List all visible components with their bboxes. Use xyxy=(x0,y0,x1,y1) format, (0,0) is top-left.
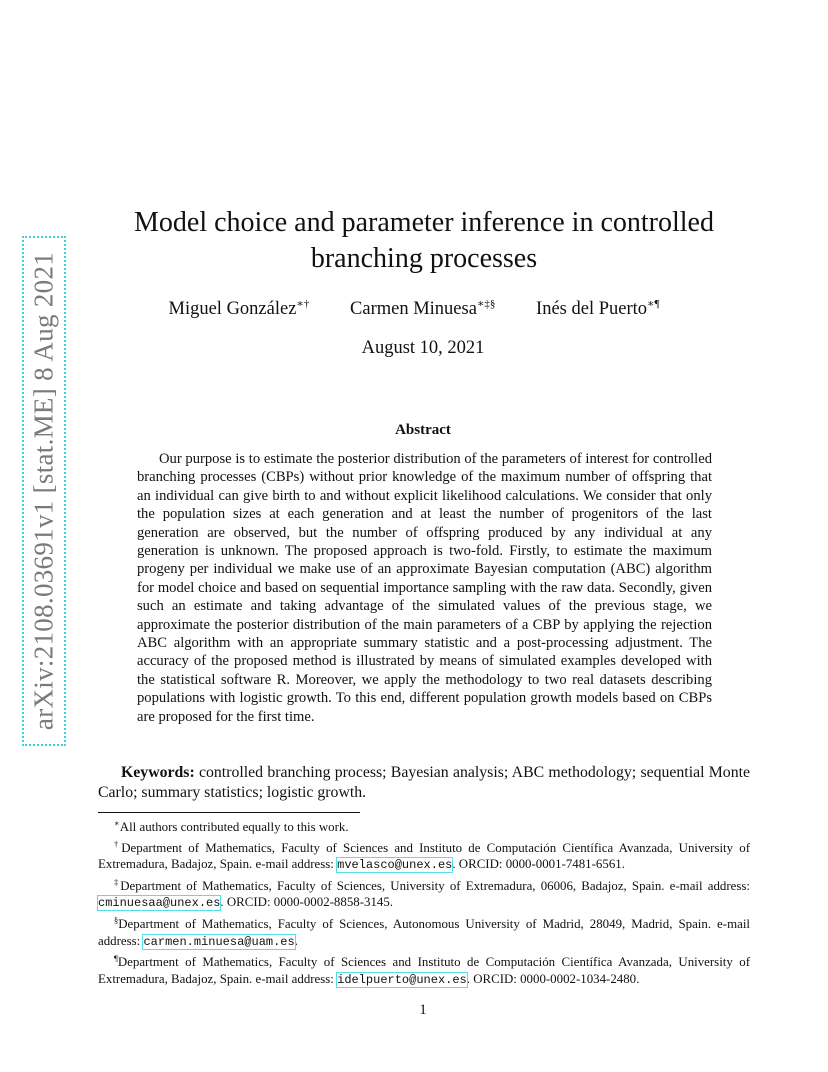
abstract-text: Our purpose is to estimate the posterior distribution of the parameters of interest for controlled branching processes (CBPs) without prior knowledge of the maximum number of offspring that an individual can give birth to and without explicit likelihood calculations. We consider that only the population sizes at each generation and at least the number of progenitors of the last generation are observed, but the number of offspring produced by any individual at any generation is unknown. The proposed approach is two-fold. Firstly, to estimate the maximum progeny per individual we make use of an approximate Bayesian computation (ABC) algorithm for model choice and based on sequential importance sampling with the raw data. Secondly, given such an estimate and taking advantage of the simulated values of the previous stage, we approximate the posterior distribution of the main parameters of a CBP by applying the rejection ABC algorithm with an appropriate summary statistic and a post-processing adjustment. The accuracy of the proposed method is illustrated by means of simulated examples developed with the statistical software R. Moreover, we apply the methodology to two real datasets describing populations with logistic growth. To this end, different population growth models based on CBPs are proposed for the first time. xyxy=(137,451,712,725)
page-number: 1 xyxy=(419,1002,427,1018)
footnote-mark: § xyxy=(114,914,119,925)
author-affiliation-marks: ∗‡§ xyxy=(476,298,496,310)
abstract-heading: Abstract xyxy=(395,422,451,438)
paper-title xyxy=(110,205,738,277)
author-name: Inés del Puerto xyxy=(536,299,648,319)
footnote-minuesa-unex xyxy=(98,874,750,912)
email-link[interactable]: cminuesaa@unex.es xyxy=(98,896,221,911)
author-del-puerto xyxy=(536,297,659,320)
footnote-orcid: . ORCID: 0000-0001-7481-6561. xyxy=(452,857,625,872)
footnote-mark: ∗ xyxy=(114,818,120,828)
arxiv-identifier[interactable]: arXiv:2108.03691v1 [stat.ME] 8 Aug 2021 xyxy=(28,251,59,731)
author-minuesa xyxy=(350,297,495,320)
title-line-2: branching processes xyxy=(310,243,538,274)
keywords-text: controlled branching process; Bayesian analysis; ABC methodology; sequential Monte Carlo; summary statistics; logistic growth. xyxy=(98,764,750,801)
footnote-mark: ‡ xyxy=(114,876,121,887)
footnote-minuesa-uam xyxy=(98,912,750,950)
footnote-gonzalez xyxy=(98,836,750,874)
footnote-orcid: . ORCID: 0000-0002-1034-2480. xyxy=(466,971,640,986)
email-link[interactable]: idelpuerto@unex.es xyxy=(337,972,467,987)
email-link[interactable]: carmen.minuesa@uam.es xyxy=(143,934,295,949)
author-affiliation-marks: ∗† xyxy=(296,298,310,310)
author-list xyxy=(0,297,828,320)
author-name: Carmen Minuesa xyxy=(350,299,477,319)
author-name: Miguel González xyxy=(168,299,297,319)
footnote-trailing: . xyxy=(294,933,298,948)
publication-date: August 10, 2021 xyxy=(361,338,485,358)
title-line-1: Model choice and parameter inference in controlled xyxy=(134,207,714,238)
footnote-text: Department of Mathematics, Faculty of Sciences and Instituto de Computación Científica Avanzada, University of Extremadura, Badajoz, Spain. e-mail address: xyxy=(98,840,751,872)
email-link[interactable]: mvelasco@unex.es xyxy=(337,858,453,873)
footnote-text: Department of Mathematics, Faculty of Sciences, University of Extremadura, 06006, Badajoz, Spain. e-mail address: xyxy=(120,878,750,893)
footnote-del-puerto xyxy=(98,950,750,988)
author-gonzalez xyxy=(169,297,310,320)
footnote-rule xyxy=(98,812,360,813)
footnotes xyxy=(98,815,750,988)
author-affiliation-marks: ∗¶ xyxy=(647,298,660,310)
keywords xyxy=(98,763,750,803)
footnote-equal-contribution xyxy=(98,815,750,836)
keywords-label: Keywords: xyxy=(121,764,195,781)
footnote-text: All authors contributed equally to this work. xyxy=(119,820,349,834)
footnote-text: Department of Mathematics, Faculty of Sciences and Instituto de Computación Científica Avanzada, University of Extremadura, Badajoz, Spain. e-mail address: xyxy=(98,955,750,986)
footnote-orcid: . ORCID: 0000-0002-8858-3145. xyxy=(220,895,394,910)
footnote-mark: ¶ xyxy=(114,953,118,964)
footnote-text: Department of Mathematics, Faculty of Sciences, Autonomous University of Madrid, 28049, Madrid, Spain. e-mail address: xyxy=(98,916,750,948)
footnote-mark: † xyxy=(114,838,122,849)
